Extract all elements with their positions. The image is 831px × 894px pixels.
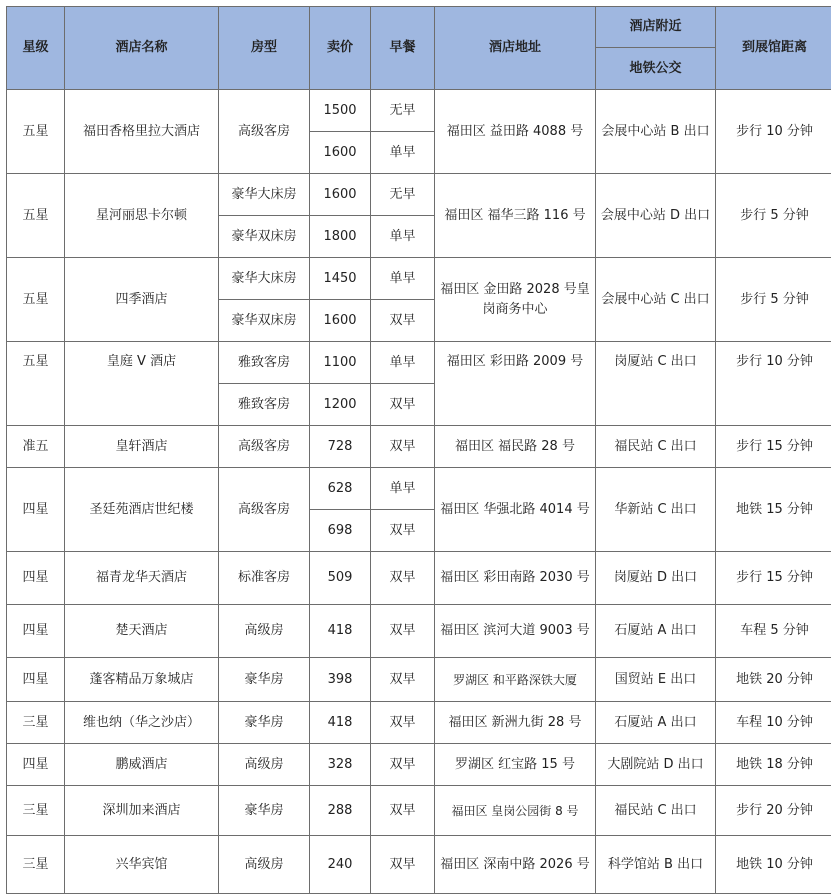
hotel-name-cell: 楚天酒店 <box>65 605 219 658</box>
room-type-cell: 雅致客房 <box>219 342 310 384</box>
room-type-cell: 豪华双床房 <box>219 216 310 258</box>
distance-cell: 地铁 18 分钟 <box>716 744 831 786</box>
address-cell: 罗湖区 红宝路 15 号 <box>435 744 596 786</box>
transit-cell: 会展中心站 D 出口 <box>596 174 716 258</box>
table-row <box>7 90 831 132</box>
price-cell: 698 <box>310 510 371 552</box>
breakfast-cell: 单早 <box>371 132 435 174</box>
transit-cell: 科学馆站 B 出口 <box>596 836 716 894</box>
transit-cell: 大剧院站 D 出口 <box>596 744 716 786</box>
table-row <box>7 258 831 300</box>
hotel-name-cell: 蓬客精品万象城店 <box>65 658 219 702</box>
distance-cell: 步行 15 分钟 <box>716 552 831 605</box>
distance-cell: 地铁 10 分钟 <box>716 836 831 894</box>
transit-cell: 福民站 C 出口 <box>596 786 716 836</box>
price-cell: 1600 <box>310 300 371 342</box>
star-cell: 五星 <box>7 90 65 174</box>
star-cell: 五星 <box>7 342 65 426</box>
hotel-name-cell: 皇轩酒店 <box>65 426 219 468</box>
star-cell: 四星 <box>7 468 65 552</box>
breakfast-cell: 双早 <box>371 300 435 342</box>
room-type-cell: 豪华房 <box>219 786 310 836</box>
breakfast-cell: 双早 <box>371 744 435 786</box>
room-type-cell: 豪华房 <box>219 658 310 702</box>
header-transit: 地铁公交 <box>596 48 716 90</box>
address-cell: 福田区 益田路 4088 号 <box>435 90 596 174</box>
hotel-name-cell: 圣廷苑酒店世纪楼 <box>65 468 219 552</box>
price-cell: 418 <box>310 702 371 744</box>
transit-cell: 会展中心站 B 出口 <box>596 90 716 174</box>
address-cell: 福田区 彩田路 2009 号 <box>435 342 596 426</box>
table-row <box>7 174 831 216</box>
distance-cell: 步行 10 分钟 <box>716 90 831 174</box>
transit-cell: 岗厦站 D 出口 <box>596 552 716 605</box>
header-distance: 到展馆距离 <box>716 7 831 90</box>
distance-cell: 步行 5 分钟 <box>716 258 831 342</box>
hotel-name-cell: 星河丽思卡尔顿 <box>65 174 219 258</box>
distance-cell: 车程 5 分钟 <box>716 605 831 658</box>
transit-cell: 石厦站 A 出口 <box>596 702 716 744</box>
star-cell: 四星 <box>7 605 65 658</box>
transit-cell: 石厦站 A 出口 <box>596 605 716 658</box>
table-row <box>7 786 831 836</box>
price-cell: 1200 <box>310 384 371 426</box>
table-row <box>7 702 831 744</box>
breakfast-cell: 双早 <box>371 552 435 605</box>
address-cell: 福田区 福民路 28 号 <box>435 426 596 468</box>
hotel-name-cell: 皇庭 V 酒店 <box>65 342 219 426</box>
hotel-name-cell: 鹏威酒店 <box>65 744 219 786</box>
breakfast-cell: 双早 <box>371 384 435 426</box>
table-row <box>7 552 831 605</box>
transit-cell: 会展中心站 C 出口 <box>596 258 716 342</box>
address-cell: 福田区 深南中路 2026 号 <box>435 836 596 894</box>
star-cell: 准五 <box>7 426 65 468</box>
hotel-name-cell: 维也纳（华之沙店） <box>65 702 219 744</box>
hotel-name-cell: 兴华宾馆 <box>65 836 219 894</box>
breakfast-cell: 单早 <box>371 468 435 510</box>
breakfast-cell: 双早 <box>371 836 435 894</box>
distance-cell: 地铁 20 分钟 <box>716 658 831 702</box>
star-cell: 五星 <box>7 258 65 342</box>
price-cell: 509 <box>310 552 371 605</box>
header-name: 酒店名称 <box>65 7 219 90</box>
price-cell: 628 <box>310 468 371 510</box>
distance-cell: 地铁 15 分钟 <box>716 468 831 552</box>
price-cell: 728 <box>310 426 371 468</box>
table-row <box>7 605 831 658</box>
address-cell: 福田区 福华三路 116 号 <box>435 174 596 258</box>
address-cell: 福田区 新洲九街 28 号 <box>435 702 596 744</box>
room-type-cell: 高级客房 <box>219 468 310 552</box>
price-cell: 1600 <box>310 174 371 216</box>
breakfast-cell: 双早 <box>371 605 435 658</box>
price-cell: 1500 <box>310 90 371 132</box>
price-cell: 398 <box>310 658 371 702</box>
room-type-cell: 高级客房 <box>219 426 310 468</box>
star-cell: 三星 <box>7 836 65 894</box>
star-cell: 四星 <box>7 658 65 702</box>
star-cell: 四星 <box>7 552 65 605</box>
header-price: 卖价 <box>310 7 371 90</box>
address-cell: 福田区 华强北路 4014 号 <box>435 468 596 552</box>
star-cell: 五星 <box>7 174 65 258</box>
room-type-cell: 雅致客房 <box>219 384 310 426</box>
breakfast-cell: 单早 <box>371 342 435 384</box>
distance-cell: 步行 10 分钟 <box>716 342 831 426</box>
price-cell: 240 <box>310 836 371 894</box>
star-cell: 三星 <box>7 786 65 836</box>
room-type-cell: 豪华房 <box>219 702 310 744</box>
table-row <box>7 342 831 384</box>
distance-cell: 车程 10 分钟 <box>716 702 831 744</box>
distance-cell: 步行 5 分钟 <box>716 174 831 258</box>
price-cell: 288 <box>310 786 371 836</box>
transit-cell: 岗厦站 C 出口 <box>596 342 716 426</box>
room-type-cell: 高级房 <box>219 744 310 786</box>
star-cell: 四星 <box>7 744 65 786</box>
table-row <box>7 658 831 702</box>
hotel-name-cell: 四季酒店 <box>65 258 219 342</box>
header-room-type: 房型 <box>219 7 310 90</box>
breakfast-cell: 无早 <box>371 174 435 216</box>
breakfast-cell: 无早 <box>371 90 435 132</box>
room-type-cell: 豪华双床房 <box>219 300 310 342</box>
room-type-cell: 标准客房 <box>219 552 310 605</box>
price-cell: 1450 <box>310 258 371 300</box>
room-type-cell: 豪华大床房 <box>219 258 310 300</box>
breakfast-cell: 双早 <box>371 786 435 836</box>
address-cell: 福田区 彩田南路 2030 号 <box>435 552 596 605</box>
price-cell: 328 <box>310 744 371 786</box>
price-cell: 1600 <box>310 132 371 174</box>
breakfast-cell: 单早 <box>371 258 435 300</box>
table-row <box>7 836 831 894</box>
price-cell: 1100 <box>310 342 371 384</box>
distance-cell: 步行 15 分钟 <box>716 426 831 468</box>
table-row <box>7 744 831 786</box>
price-cell: 418 <box>310 605 371 658</box>
table-row <box>7 468 831 510</box>
transit-cell: 福民站 C 出口 <box>596 426 716 468</box>
breakfast-cell: 双早 <box>371 426 435 468</box>
address-cell: 福田区 皇岗公园街 8 号 <box>435 786 596 836</box>
room-type-cell: 豪华大床房 <box>219 174 310 216</box>
breakfast-cell: 单早 <box>371 216 435 258</box>
room-type-cell: 高级房 <box>219 605 310 658</box>
hotel-name-cell: 福田香格里拉大酒店 <box>65 90 219 174</box>
hotel-name-cell: 深圳加来酒店 <box>65 786 219 836</box>
address-cell: 福田区 金田路 2028 号皇岗商务中心 <box>435 258 596 342</box>
distance-cell: 步行 20 分钟 <box>716 786 831 836</box>
room-type-cell: 高级客房 <box>219 90 310 174</box>
hotel-table <box>6 6 831 894</box>
address-cell: 福田区 滨河大道 9003 号 <box>435 605 596 658</box>
star-cell: 三星 <box>7 702 65 744</box>
breakfast-cell: 双早 <box>371 510 435 552</box>
header-nearby: 酒店附近 <box>596 7 716 48</box>
address-cell: 罗湖区 和平路深铁大厦 <box>435 658 596 702</box>
price-cell: 1800 <box>310 216 371 258</box>
hotel-name-cell: 福青龙华天酒店 <box>65 552 219 605</box>
table-row <box>7 426 831 468</box>
breakfast-cell: 双早 <box>371 658 435 702</box>
header-breakfast: 早餐 <box>371 7 435 90</box>
header-star: 星级 <box>7 7 65 90</box>
room-type-cell: 高级房 <box>219 836 310 894</box>
breakfast-cell: 双早 <box>371 702 435 744</box>
transit-cell: 国贸站 E 出口 <box>596 658 716 702</box>
transit-cell: 华新站 C 出口 <box>596 468 716 552</box>
header-address: 酒店地址 <box>435 7 596 90</box>
